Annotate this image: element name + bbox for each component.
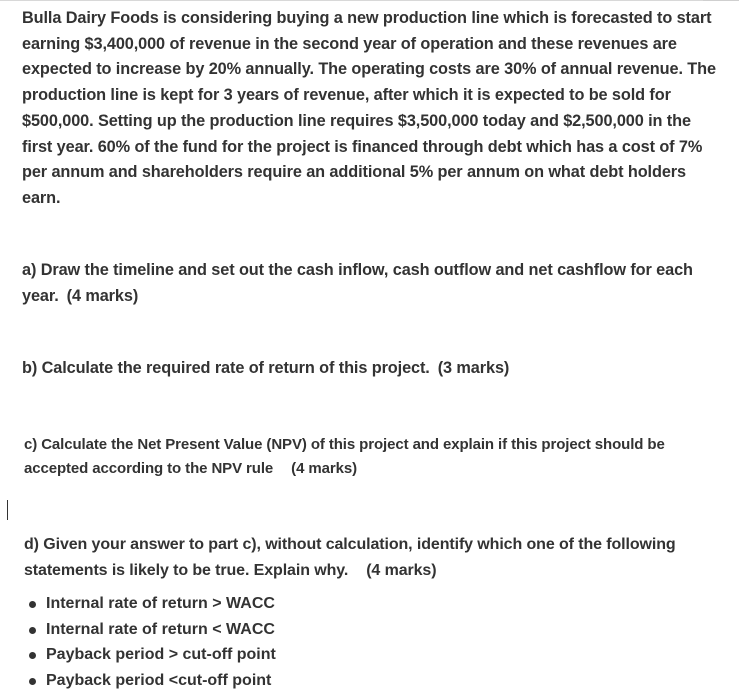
list-item — [24, 642, 276, 668]
bullet-icon — [29, 627, 36, 634]
question-c-text: c) Calculate the Net Present Value (NPV) of this project and explain if this project should be accepted according to the NPV rule — [24, 436, 665, 477]
top-right-edge — [703, 0, 739, 5]
question-c-marks: (4 marks) — [291, 460, 357, 477]
bullet-icon — [29, 678, 36, 685]
problem-statement: Bulla Dairy Foods is considering buying a new production line which is forecasted to start earning $3,400,000 of revenue in the second year of operation and these revenues are expected to increase by 20% annually. The operating costs are 30% of annual revenue. The production line is kept for 3 years of revenue, after which it is expected to be sold for $500,000. Setting up the production line requires $3,500,000 today and $2,500,000 in the first year. 60% of the fund for the project is financed through debt which has a cost of 7% per annum and shareholders require an additional 5% per annum on what debt holders earn. — [22, 9, 716, 207]
text-cursor — [7, 500, 8, 520]
bullet-icon — [29, 601, 36, 608]
list-item — [24, 617, 276, 643]
question-c — [24, 433, 724, 481]
question-d — [24, 532, 724, 583]
question-a-marks: (4 marks) — [66, 287, 139, 305]
question-b-marks: (3 marks) — [437, 359, 510, 377]
statement-options — [24, 591, 276, 694]
option-text: Internal rate of return > WACC — [46, 595, 275, 612]
list-item — [24, 668, 276, 694]
bullet-icon — [29, 652, 36, 659]
option-text: Payback period <cut-off point — [46, 672, 272, 690]
option-text: Payback period > cut-off point — [46, 646, 276, 664]
option-text: Internal rate of return < WACC — [46, 620, 275, 638]
question-a-text: a) Draw the timeline and set out the cash inflow, cash outflow and net cashflow for each year. — [22, 261, 693, 305]
question-d-text: d) Given your answer to part c), without calculation, identify which one of the following statements is likely to be true. Explain why. — [24, 536, 676, 579]
question-d-marks: (4 marks) — [366, 561, 437, 579]
question-a — [22, 257, 722, 309]
question-b — [22, 355, 722, 381]
question-b-text: b) Calculate the required rate of return of this project. — [22, 359, 430, 377]
list-item — [24, 591, 276, 617]
top-divider — [0, 0, 739, 1]
